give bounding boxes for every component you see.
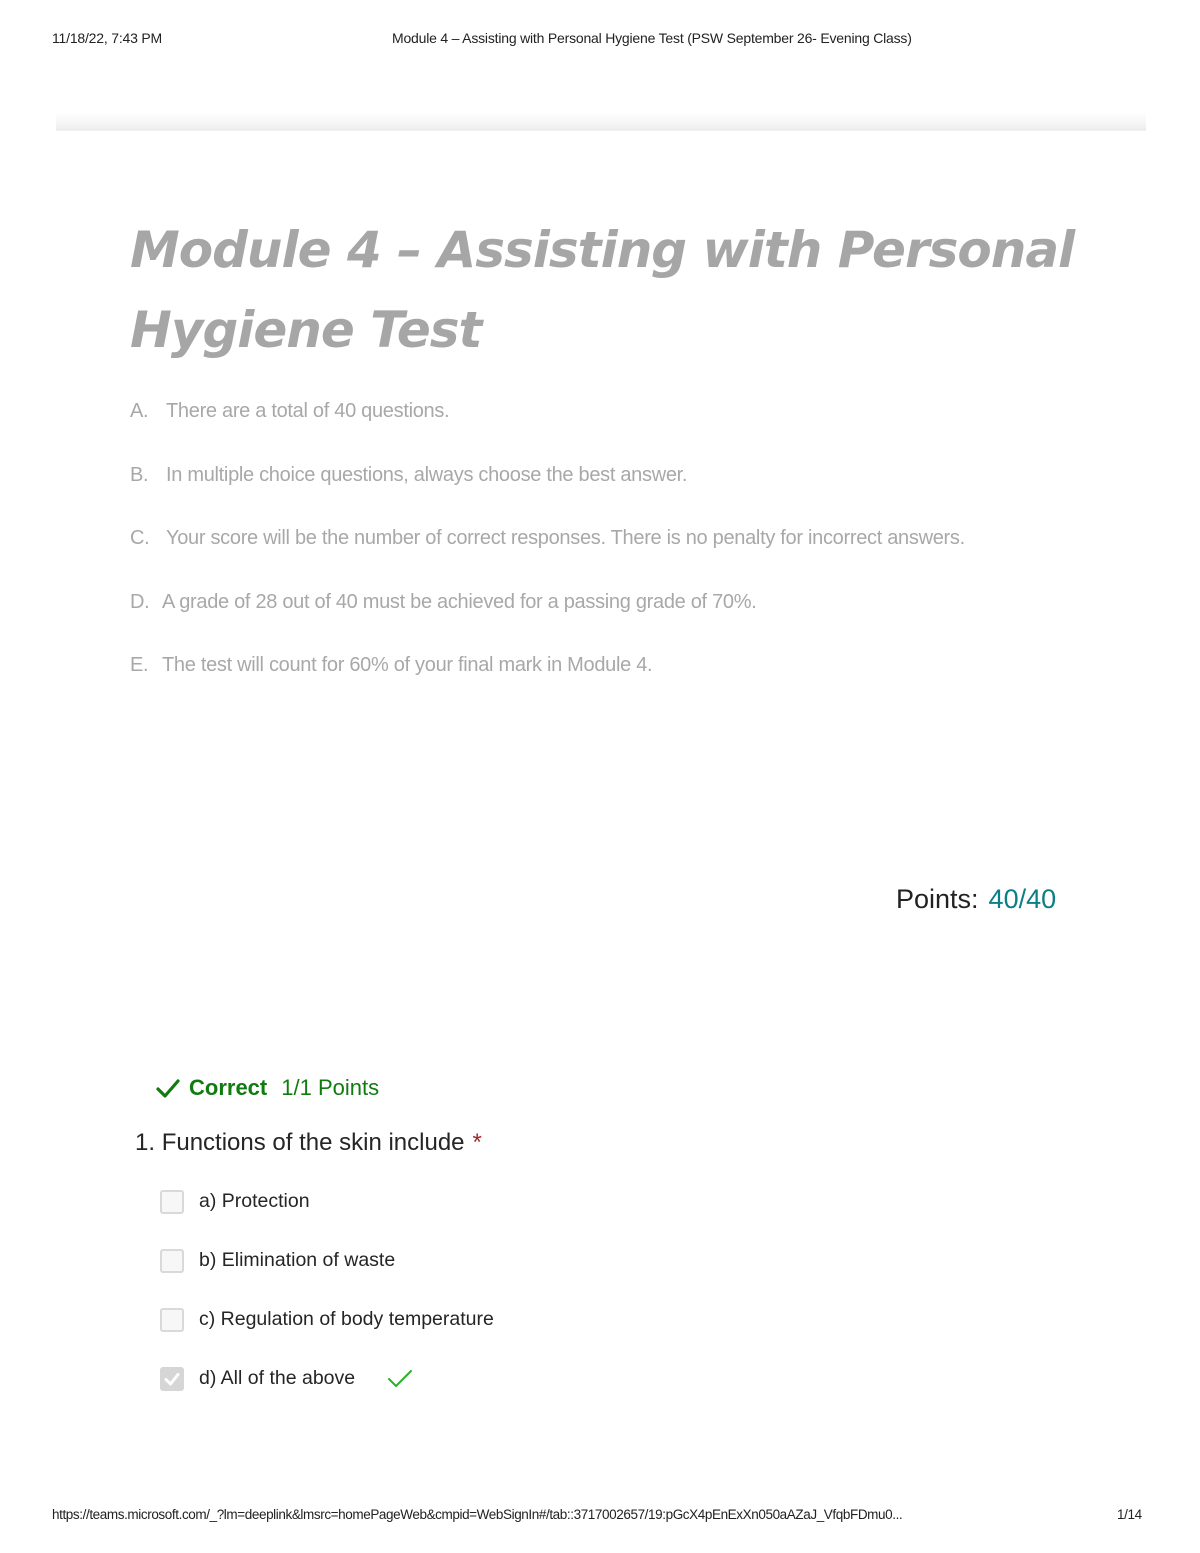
form-title: Module 4 – Assisting with Personal Hygiene Test [130,221,1075,359]
print-header [0,30,1200,50]
instruction-item [130,400,1110,464]
checkmark-icon [155,1075,181,1101]
instruction-text: Your score will be the number of correct responses. There is no penalty for incorrect answers. [166,527,965,549]
points-value: 40/40 [988,884,1057,914]
instructions-list [130,400,1110,718]
option-label: c) Regulation of body temperature [199,1308,494,1330]
points-label: Points: [896,884,979,914]
required-marker: * [472,1129,482,1156]
question-text: Functions of the skin include [161,1129,465,1156]
correct-answer-check-icon [387,1368,413,1390]
option-label: b) Elimination of waste [199,1249,396,1271]
instruction-item [130,527,1110,591]
instruction-letter: C. [130,527,150,549]
question-1 [135,1070,1035,1408]
print-page-number: 1/14 [1117,1507,1142,1522]
instruction-letter: A. [130,400,149,422]
instruction-item [130,591,1110,655]
checkbox-check-icon [163,1370,181,1388]
instruction-text: A grade of 28 out of 40 must be achieved for a passing grade of 70%. [162,590,757,613]
print-document-title: Module 4 – Assisting with Personal Hygiene Test (PSW September 26- Evening Class) [392,30,912,46]
option-checkbox[interactable] [160,1190,184,1214]
instruction-letter: B. [130,463,149,486]
instruction-item [130,464,1110,528]
question-title [135,1126,1035,1160]
option-label: d) All of the above [199,1367,356,1389]
instruction-text: The test will count for 60% of your final mark in Module 4. [162,654,653,676]
points-summary [896,884,1056,915]
instruction-text: There are a total of 40 questions. [166,400,450,422]
option-checkbox[interactable] [160,1308,184,1332]
form-header-bar [56,112,1146,131]
instruction-text: In multiple choice questions, always choose the best answer. [166,463,688,486]
question-result [155,1070,1035,1106]
option-b[interactable] [160,1231,1035,1290]
option-a[interactable] [160,1172,1035,1231]
instruction-letter: D. [130,590,150,613]
instruction-item [130,654,1110,718]
result-score: 1/1 Points [281,1075,380,1100]
question-number: 1. [135,1129,156,1156]
option-label: a) Protection [199,1190,310,1212]
option-c[interactable] [160,1290,1035,1349]
options-list [160,1172,1035,1408]
print-url: https://teams.microsoft.com/_?lm=deeplink&lmsrc=homePageWeb&cmpid=WebSignIn#/tab::3717002657/19:pGcX4pEnExXn050aAZaJ_VfqbFDmu0... [52,1507,903,1522]
print-footer [0,1507,1200,1527]
result-status: Correct [189,1075,268,1100]
option-d[interactable] [160,1349,1035,1408]
option-checkbox[interactable] [160,1249,184,1273]
instruction-letter: E. [130,654,149,676]
print-date: 11/18/22, 7:43 PM [52,30,162,46]
option-checkbox-checked[interactable] [160,1367,184,1391]
